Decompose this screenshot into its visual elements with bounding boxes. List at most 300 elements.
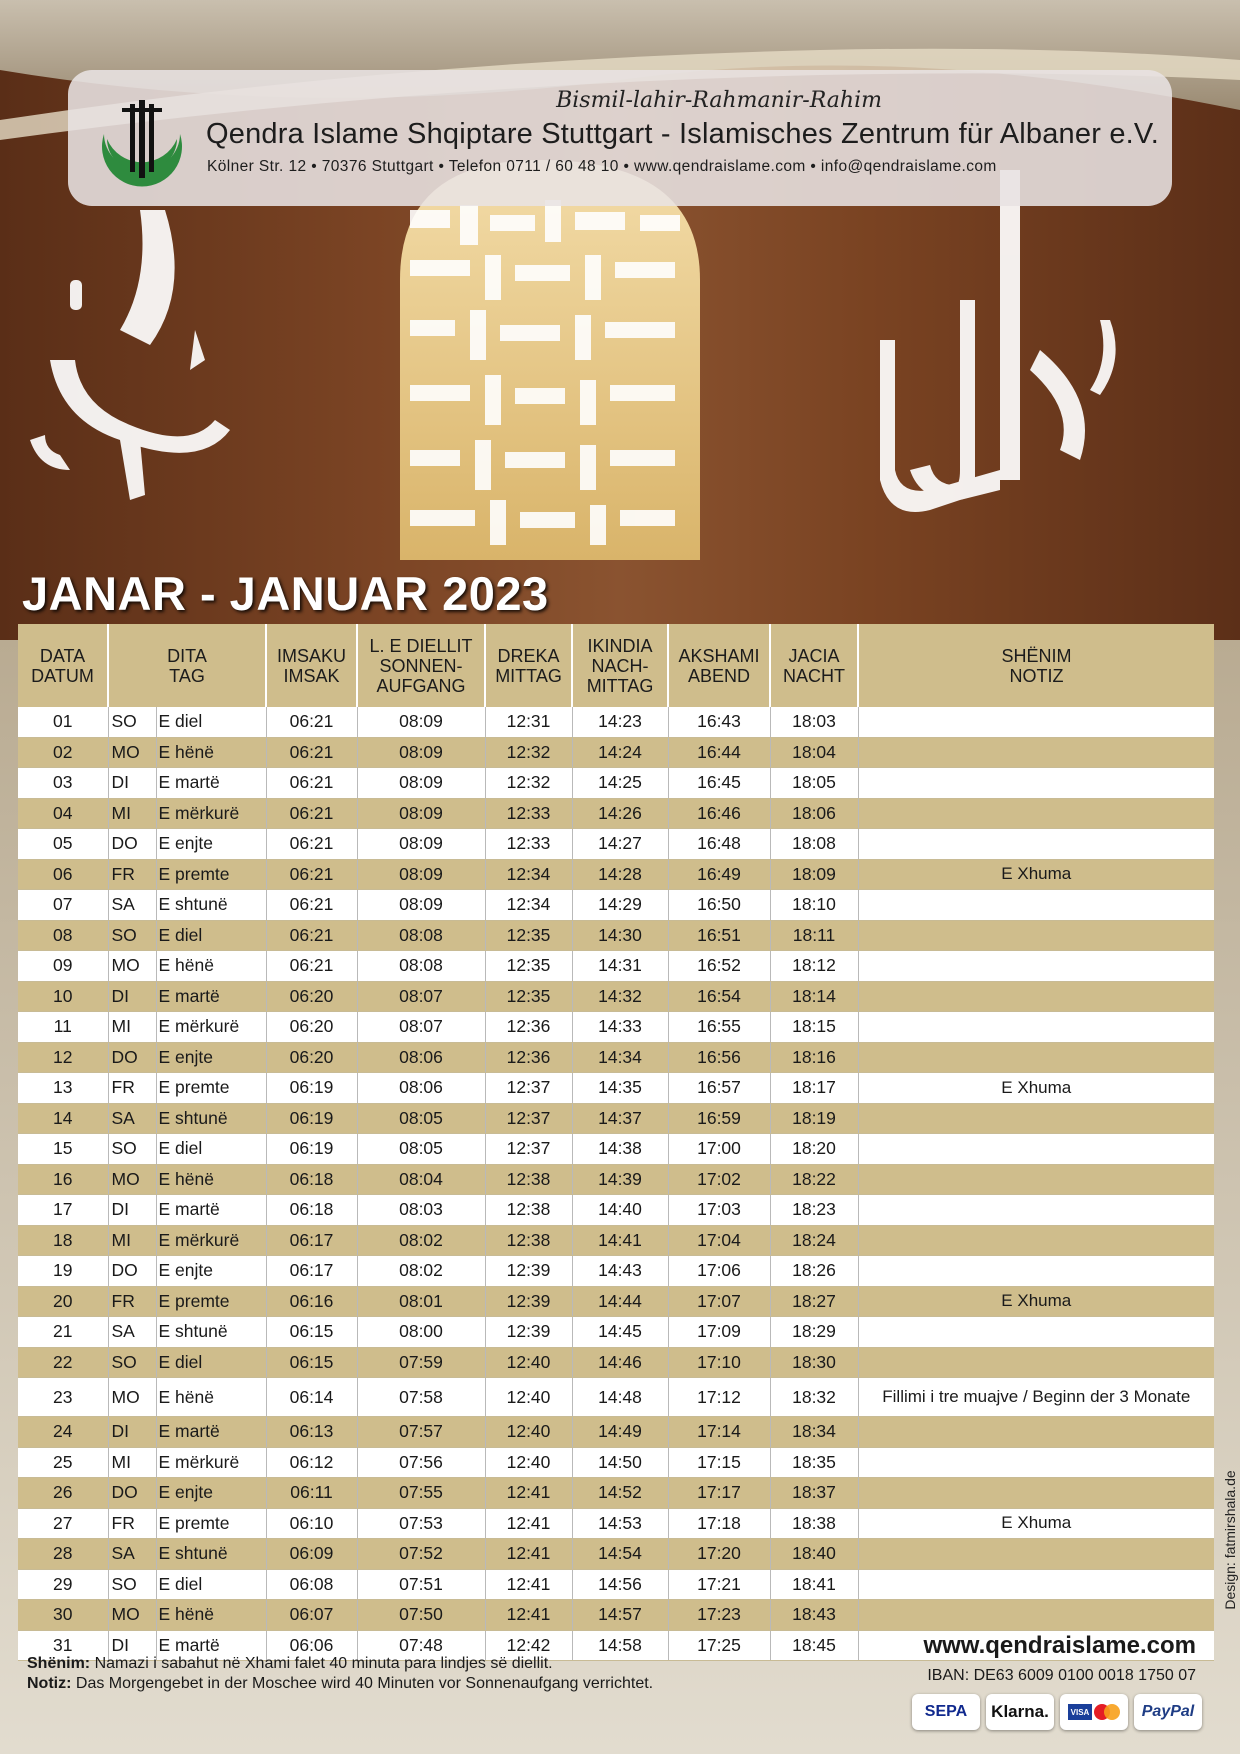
isha-cell: 18:05 bbox=[770, 768, 858, 799]
header-line: NACH- bbox=[591, 655, 649, 676]
day-name-cell: E martë bbox=[156, 1630, 266, 1661]
isha-cell: 18:11 bbox=[770, 920, 858, 951]
isha-cell: 18:45 bbox=[770, 1630, 858, 1661]
maghrib-cell: 17:18 bbox=[668, 1508, 770, 1539]
maghrib-cell: 17:15 bbox=[668, 1447, 770, 1478]
maghrib-cell: 16:52 bbox=[668, 951, 770, 982]
isha-cell: 18:29 bbox=[770, 1317, 858, 1348]
table-row bbox=[18, 1478, 1214, 1509]
date-cell: 18 bbox=[18, 1225, 108, 1256]
card-logos-icon bbox=[1060, 1694, 1128, 1730]
isha-cell: 18:32 bbox=[770, 1378, 858, 1417]
sunrise-cell: 07:56 bbox=[357, 1447, 485, 1478]
day-abbr-cell: MI bbox=[108, 1225, 156, 1256]
paypal-logo-icon: PayPal bbox=[1134, 1694, 1202, 1730]
note-cell: E Xhuma bbox=[858, 1073, 1214, 1104]
sunrise-cell: 07:57 bbox=[357, 1417, 485, 1448]
header-line: IMSAKU bbox=[277, 645, 347, 666]
day-abbr-cell: MO bbox=[108, 737, 156, 768]
note-cell bbox=[858, 798, 1214, 829]
day-abbr-cell: DO bbox=[108, 1256, 156, 1287]
date-cell: 14 bbox=[18, 1103, 108, 1134]
isha-cell: 18:27 bbox=[770, 1286, 858, 1317]
day-abbr-cell: DO bbox=[108, 1042, 156, 1073]
day-name-cell: E enjte bbox=[156, 1042, 266, 1073]
sunrise-cell: 07:55 bbox=[357, 1478, 485, 1509]
sunrise-cell: 08:09 bbox=[357, 798, 485, 829]
note-cell bbox=[858, 768, 1214, 799]
day-abbr-cell: MI bbox=[108, 1447, 156, 1478]
header-line: DATA bbox=[39, 645, 86, 666]
asr-cell: 14:23 bbox=[572, 707, 668, 737]
dhuhr-cell: 12:40 bbox=[485, 1417, 572, 1448]
header-line: NOTIZ bbox=[1009, 665, 1064, 686]
header-date bbox=[18, 624, 108, 707]
isha-cell: 18:41 bbox=[770, 1569, 858, 1600]
imsak-cell: 06:08 bbox=[266, 1569, 357, 1600]
payment-methods bbox=[912, 1694, 1202, 1730]
footer-note-sq bbox=[27, 1654, 653, 1674]
day-abbr-cell: FR bbox=[108, 1286, 156, 1317]
imsak-cell: 06:20 bbox=[266, 1012, 357, 1043]
note-cell bbox=[858, 1042, 1214, 1073]
sunrise-cell: 08:07 bbox=[357, 981, 485, 1012]
table-row bbox=[18, 1347, 1214, 1378]
asr-cell: 14:39 bbox=[572, 1164, 668, 1195]
sunrise-cell: 08:07 bbox=[357, 1012, 485, 1043]
sunrise-cell: 08:09 bbox=[357, 768, 485, 799]
isha-cell: 18:37 bbox=[770, 1478, 858, 1509]
isha-cell: 18:26 bbox=[770, 1256, 858, 1287]
table-row bbox=[18, 1164, 1214, 1195]
sunrise-cell: 08:01 bbox=[357, 1286, 485, 1317]
header-maghrib bbox=[668, 624, 770, 707]
table-row bbox=[18, 1508, 1214, 1539]
date-cell: 10 bbox=[18, 981, 108, 1012]
mastercard-logo-icon bbox=[1094, 1704, 1120, 1720]
asr-cell: 14:58 bbox=[572, 1630, 668, 1661]
note-cell bbox=[858, 951, 1214, 982]
table-row bbox=[18, 829, 1214, 860]
note-label: Shënim: bbox=[27, 1655, 91, 1672]
isha-cell: 18:10 bbox=[770, 890, 858, 921]
dhuhr-cell: 12:41 bbox=[485, 1539, 572, 1570]
note-cell bbox=[858, 1103, 1214, 1134]
asr-cell: 14:45 bbox=[572, 1317, 668, 1348]
imsak-cell: 06:11 bbox=[266, 1478, 357, 1509]
dhuhr-cell: 12:42 bbox=[485, 1630, 572, 1661]
day-abbr-cell: SA bbox=[108, 1539, 156, 1570]
date-cell: 08 bbox=[18, 920, 108, 951]
day-abbr-cell: SA bbox=[108, 890, 156, 921]
dhuhr-cell: 12:32 bbox=[485, 768, 572, 799]
maghrib-cell: 16:43 bbox=[668, 707, 770, 737]
imsak-cell: 06:06 bbox=[266, 1630, 357, 1661]
day-name-cell: E hënë bbox=[156, 1600, 266, 1631]
dhuhr-cell: 12:35 bbox=[485, 981, 572, 1012]
maghrib-cell: 17:14 bbox=[668, 1417, 770, 1448]
date-cell: 27 bbox=[18, 1508, 108, 1539]
dhuhr-cell: 12:41 bbox=[485, 1508, 572, 1539]
table-row bbox=[18, 1417, 1214, 1448]
imsak-cell: 06:12 bbox=[266, 1447, 357, 1478]
asr-cell: 14:34 bbox=[572, 1042, 668, 1073]
imsak-cell: 06:21 bbox=[266, 798, 357, 829]
day-name-cell: E mërkurë bbox=[156, 798, 266, 829]
date-cell: 23 bbox=[18, 1378, 108, 1417]
organization-address: Kölner Str. 12 • 70376 Stuttgart • Telefon 0711 / 60 48 10 • www.qendraislame.com • info@qendraislame.com bbox=[207, 158, 997, 175]
table-row bbox=[18, 890, 1214, 921]
day-name-cell: E hënë bbox=[156, 1164, 266, 1195]
imsak-cell: 06:09 bbox=[266, 1539, 357, 1570]
sunrise-cell: 08:04 bbox=[357, 1164, 485, 1195]
note-cell: E Xhuma bbox=[858, 859, 1214, 890]
asr-cell: 14:50 bbox=[572, 1447, 668, 1478]
date-cell: 01 bbox=[18, 707, 108, 737]
header-sunrise bbox=[357, 624, 485, 707]
isha-cell: 18:23 bbox=[770, 1195, 858, 1226]
asr-cell: 14:28 bbox=[572, 859, 668, 890]
day-name-cell: E hënë bbox=[156, 737, 266, 768]
isha-cell: 18:24 bbox=[770, 1225, 858, 1256]
sunrise-cell: 08:09 bbox=[357, 859, 485, 890]
day-name-cell: E diel bbox=[156, 1347, 266, 1378]
isha-cell: 18:16 bbox=[770, 1042, 858, 1073]
day-abbr-cell: SA bbox=[108, 1317, 156, 1348]
table-row bbox=[18, 1600, 1214, 1631]
klarna-logo-icon: Klarna. bbox=[986, 1694, 1054, 1730]
isha-cell: 18:43 bbox=[770, 1600, 858, 1631]
header-line: AKSHAMI bbox=[678, 645, 760, 666]
header-line: NACHT bbox=[783, 665, 846, 686]
asr-cell: 14:38 bbox=[572, 1134, 668, 1165]
footer-note bbox=[27, 1654, 653, 1694]
sunrise-cell: 08:03 bbox=[357, 1195, 485, 1226]
dhuhr-cell: 12:31 bbox=[485, 707, 572, 737]
asr-cell: 14:56 bbox=[572, 1569, 668, 1600]
header-imsak bbox=[266, 624, 357, 707]
date-cell: 19 bbox=[18, 1256, 108, 1287]
note-cell bbox=[858, 707, 1214, 737]
sunrise-cell: 08:08 bbox=[357, 951, 485, 982]
table-row bbox=[18, 737, 1214, 768]
sunrise-cell: 08:02 bbox=[357, 1256, 485, 1287]
dhuhr-cell: 12:38 bbox=[485, 1195, 572, 1226]
asr-cell: 14:35 bbox=[572, 1073, 668, 1104]
table-row bbox=[18, 1317, 1214, 1348]
asr-cell: 14:44 bbox=[572, 1286, 668, 1317]
day-name-cell: E shtunë bbox=[156, 1317, 266, 1348]
maghrib-cell: 16:46 bbox=[668, 798, 770, 829]
dhuhr-cell: 12:39 bbox=[485, 1317, 572, 1348]
asr-cell: 14:32 bbox=[572, 981, 668, 1012]
maghrib-cell: 16:54 bbox=[668, 981, 770, 1012]
asr-cell: 14:37 bbox=[572, 1103, 668, 1134]
header-line: MITTAG bbox=[495, 665, 562, 686]
isha-cell: 18:09 bbox=[770, 859, 858, 890]
table-row bbox=[18, 1256, 1214, 1287]
sunrise-cell: 07:53 bbox=[357, 1508, 485, 1539]
table-row bbox=[18, 951, 1214, 982]
day-name-cell: E hënë bbox=[156, 1378, 266, 1417]
dhuhr-cell: 12:38 bbox=[485, 1225, 572, 1256]
note-cell bbox=[858, 1012, 1214, 1043]
dhuhr-cell: 12:35 bbox=[485, 951, 572, 982]
asr-cell: 14:43 bbox=[572, 1256, 668, 1287]
sunrise-cell: 07:59 bbox=[357, 1347, 485, 1378]
date-cell: 15 bbox=[18, 1134, 108, 1165]
date-cell: 02 bbox=[18, 737, 108, 768]
date-cell: 28 bbox=[18, 1539, 108, 1570]
note-cell bbox=[858, 890, 1214, 921]
sunrise-cell: 08:09 bbox=[357, 737, 485, 768]
header-line: DATUM bbox=[31, 665, 94, 686]
isha-cell: 18:19 bbox=[770, 1103, 858, 1134]
day-name-cell: E martë bbox=[156, 981, 266, 1012]
imsak-cell: 06:17 bbox=[266, 1256, 357, 1287]
imsak-cell: 06:19 bbox=[266, 1134, 357, 1165]
header-asr bbox=[572, 624, 668, 707]
asr-cell: 14:49 bbox=[572, 1417, 668, 1448]
imsak-cell: 06:18 bbox=[266, 1195, 357, 1226]
website-link[interactable]: www.qendraislame.com bbox=[923, 1632, 1196, 1659]
day-name-cell: E diel bbox=[156, 1134, 266, 1165]
date-cell: 21 bbox=[18, 1317, 108, 1348]
imsak-cell: 06:21 bbox=[266, 920, 357, 951]
day-abbr-cell: DO bbox=[108, 1478, 156, 1509]
date-cell: 06 bbox=[18, 859, 108, 890]
dhuhr-cell: 12:33 bbox=[485, 829, 572, 860]
note-text: Namazi i sabahut në Xhami falet 40 minuta para lindjes së diellit. bbox=[90, 1655, 553, 1672]
date-cell: 30 bbox=[18, 1600, 108, 1631]
header-line: SHËNIM bbox=[1001, 645, 1072, 666]
maghrib-cell: 16:50 bbox=[668, 890, 770, 921]
imsak-cell: 06:21 bbox=[266, 768, 357, 799]
sunrise-cell: 08:08 bbox=[357, 920, 485, 951]
maghrib-cell: 17:21 bbox=[668, 1569, 770, 1600]
sunrise-cell: 08:06 bbox=[357, 1042, 485, 1073]
dhuhr-cell: 12:40 bbox=[485, 1378, 572, 1417]
maghrib-cell: 17:07 bbox=[668, 1286, 770, 1317]
date-cell: 24 bbox=[18, 1417, 108, 1448]
day-name-cell: E hënë bbox=[156, 951, 266, 982]
date-cell: 05 bbox=[18, 829, 108, 860]
header-line: DREKA bbox=[497, 645, 560, 666]
table-row bbox=[18, 1134, 1214, 1165]
maghrib-cell: 16:49 bbox=[668, 859, 770, 890]
month-title: JANAR - JANUAR 2023 bbox=[22, 567, 549, 620]
sunrise-cell: 08:02 bbox=[357, 1225, 485, 1256]
date-cell: 13 bbox=[18, 1073, 108, 1104]
maghrib-cell: 16:45 bbox=[668, 768, 770, 799]
asr-cell: 14:33 bbox=[572, 1012, 668, 1043]
note-cell bbox=[858, 1600, 1214, 1631]
day-abbr-cell: MO bbox=[108, 1378, 156, 1417]
dhuhr-cell: 12:39 bbox=[485, 1286, 572, 1317]
header-day bbox=[108, 624, 266, 707]
note-cell bbox=[858, 1447, 1214, 1478]
day-abbr-cell: DI bbox=[108, 981, 156, 1012]
maghrib-cell: 16:56 bbox=[668, 1042, 770, 1073]
sunrise-cell: 08:00 bbox=[357, 1317, 485, 1348]
note-cell: E Xhuma bbox=[858, 1508, 1214, 1539]
imsak-cell: 06:14 bbox=[266, 1378, 357, 1417]
day-name-cell: E shtunë bbox=[156, 890, 266, 921]
day-abbr-cell: MI bbox=[108, 798, 156, 829]
maghrib-cell: 16:59 bbox=[668, 1103, 770, 1134]
day-abbr-cell: MI bbox=[108, 1012, 156, 1043]
sunrise-cell: 07:58 bbox=[357, 1378, 485, 1417]
asr-cell: 14:31 bbox=[572, 951, 668, 982]
isha-cell: 18:06 bbox=[770, 798, 858, 829]
asr-cell: 14:40 bbox=[572, 1195, 668, 1226]
imsak-cell: 06:20 bbox=[266, 981, 357, 1012]
note-cell bbox=[858, 1195, 1214, 1226]
maghrib-cell: 17:09 bbox=[668, 1317, 770, 1348]
imsak-cell: 06:21 bbox=[266, 951, 357, 982]
day-name-cell: E enjte bbox=[156, 829, 266, 860]
note-cell bbox=[858, 829, 1214, 860]
day-abbr-cell: DO bbox=[108, 829, 156, 860]
maghrib-cell: 17:06 bbox=[668, 1256, 770, 1287]
note-cell bbox=[858, 1225, 1214, 1256]
imsak-cell: 06:18 bbox=[266, 1164, 357, 1195]
dhuhr-cell: 12:34 bbox=[485, 890, 572, 921]
sunrise-cell: 07:50 bbox=[357, 1600, 485, 1631]
header-line: TAG bbox=[169, 665, 205, 686]
table-row bbox=[18, 768, 1214, 799]
dhuhr-cell: 12:35 bbox=[485, 920, 572, 951]
day-abbr-cell: SO bbox=[108, 920, 156, 951]
maghrib-cell: 17:04 bbox=[668, 1225, 770, 1256]
date-cell: 25 bbox=[18, 1447, 108, 1478]
sunrise-cell: 08:09 bbox=[357, 890, 485, 921]
asr-cell: 14:57 bbox=[572, 1600, 668, 1631]
asr-cell: 14:24 bbox=[572, 737, 668, 768]
isha-cell: 18:17 bbox=[770, 1073, 858, 1104]
day-abbr-cell: SO bbox=[108, 1569, 156, 1600]
header-line: JACIA bbox=[788, 645, 840, 666]
date-cell: 03 bbox=[18, 768, 108, 799]
dhuhr-cell: 12:36 bbox=[485, 1012, 572, 1043]
note-cell: Fillimi i tre muajve / Beginn der 3 Monate bbox=[858, 1378, 1214, 1417]
note-cell bbox=[858, 1417, 1214, 1448]
table-row bbox=[18, 1225, 1214, 1256]
maghrib-cell: 16:51 bbox=[668, 920, 770, 951]
table-row bbox=[18, 1012, 1214, 1043]
isha-cell: 18:20 bbox=[770, 1134, 858, 1165]
imsak-cell: 06:17 bbox=[266, 1225, 357, 1256]
asr-cell: 14:48 bbox=[572, 1378, 668, 1417]
note-label: Notiz: bbox=[27, 1675, 72, 1692]
day-abbr-cell: SO bbox=[108, 1347, 156, 1378]
header-line: IMSAK bbox=[283, 665, 340, 686]
day-name-cell: E mërkurë bbox=[156, 1225, 266, 1256]
day-abbr-cell: FR bbox=[108, 859, 156, 890]
sepa-logo-icon: SEPA bbox=[912, 1694, 980, 1730]
organization-name: Qendra Islame Shqiptare Stuttgart - Islamisches Zentrum für Albaner e.V. bbox=[206, 118, 1160, 150]
day-name-cell: E shtunë bbox=[156, 1103, 266, 1134]
header-card bbox=[68, 70, 1172, 206]
table-row bbox=[18, 981, 1214, 1012]
dhuhr-cell: 12:40 bbox=[485, 1347, 572, 1378]
dhuhr-cell: 12:37 bbox=[485, 1134, 572, 1165]
note-cell bbox=[858, 981, 1214, 1012]
day-name-cell: E martë bbox=[156, 1195, 266, 1226]
dhuhr-cell: 12:33 bbox=[485, 798, 572, 829]
maghrib-cell: 16:57 bbox=[668, 1073, 770, 1104]
isha-cell: 18:35 bbox=[770, 1447, 858, 1478]
imsak-cell: 06:21 bbox=[266, 890, 357, 921]
imsak-cell: 06:13 bbox=[266, 1417, 357, 1448]
dhuhr-cell: 12:41 bbox=[485, 1569, 572, 1600]
asr-cell: 14:46 bbox=[572, 1347, 668, 1378]
table-row bbox=[18, 920, 1214, 951]
date-cell: 09 bbox=[18, 951, 108, 982]
imsak-cell: 06:19 bbox=[266, 1073, 357, 1104]
note-cell bbox=[858, 1478, 1214, 1509]
day-abbr-cell: SO bbox=[108, 707, 156, 737]
day-name-cell: E diel bbox=[156, 707, 266, 737]
asr-cell: 14:52 bbox=[572, 1478, 668, 1509]
maghrib-cell: 17:10 bbox=[668, 1347, 770, 1378]
date-cell: 11 bbox=[18, 1012, 108, 1043]
note-cell bbox=[858, 1164, 1214, 1195]
day-abbr-cell: FR bbox=[108, 1508, 156, 1539]
sunrise-cell: 08:06 bbox=[357, 1073, 485, 1104]
isha-cell: 18:30 bbox=[770, 1347, 858, 1378]
table-row bbox=[18, 1539, 1214, 1570]
maghrib-cell: 16:48 bbox=[668, 829, 770, 860]
day-name-cell: E premte bbox=[156, 1286, 266, 1317]
imsak-cell: 06:21 bbox=[266, 829, 357, 860]
day-abbr-cell: MO bbox=[108, 1164, 156, 1195]
imsak-cell: 06:21 bbox=[266, 859, 357, 890]
dhuhr-cell: 12:37 bbox=[485, 1073, 572, 1104]
day-name-cell: E premte bbox=[156, 859, 266, 890]
asr-cell: 14:54 bbox=[572, 1539, 668, 1570]
note-cell bbox=[858, 1134, 1214, 1165]
day-abbr-cell: DI bbox=[108, 1630, 156, 1661]
asr-cell: 14:41 bbox=[572, 1225, 668, 1256]
day-name-cell: E enjte bbox=[156, 1256, 266, 1287]
header-line: MITTAG bbox=[586, 675, 654, 696]
imsak-cell: 06:21 bbox=[266, 737, 357, 768]
dhuhr-cell: 12:40 bbox=[485, 1447, 572, 1478]
table-row bbox=[18, 798, 1214, 829]
note-cell bbox=[858, 737, 1214, 768]
maghrib-cell: 17:00 bbox=[668, 1134, 770, 1165]
table-row bbox=[18, 1447, 1214, 1478]
header-line: DITA bbox=[167, 645, 207, 666]
isha-cell: 18:08 bbox=[770, 829, 858, 860]
bismillah-text: Bismil-lahir-Rahmanir-Rahim bbox=[556, 88, 882, 113]
date-cell: 31 bbox=[18, 1630, 108, 1661]
asr-cell: 14:27 bbox=[572, 829, 668, 860]
table-header-row bbox=[18, 624, 1214, 707]
imsak-cell: 06:15 bbox=[266, 1317, 357, 1348]
dhuhr-cell: 12:41 bbox=[485, 1600, 572, 1631]
day-name-cell: E martë bbox=[156, 768, 266, 799]
table-row bbox=[18, 1195, 1214, 1226]
day-name-cell: E shtunë bbox=[156, 1539, 266, 1570]
date-cell: 22 bbox=[18, 1347, 108, 1378]
design-credit: Design: fatmirshala.de bbox=[1222, 1470, 1238, 1610]
header-line: SONNEN- bbox=[379, 655, 463, 676]
sunrise-cell: 08:09 bbox=[357, 829, 485, 860]
table-row bbox=[18, 1286, 1214, 1317]
isha-cell: 18:04 bbox=[770, 737, 858, 768]
